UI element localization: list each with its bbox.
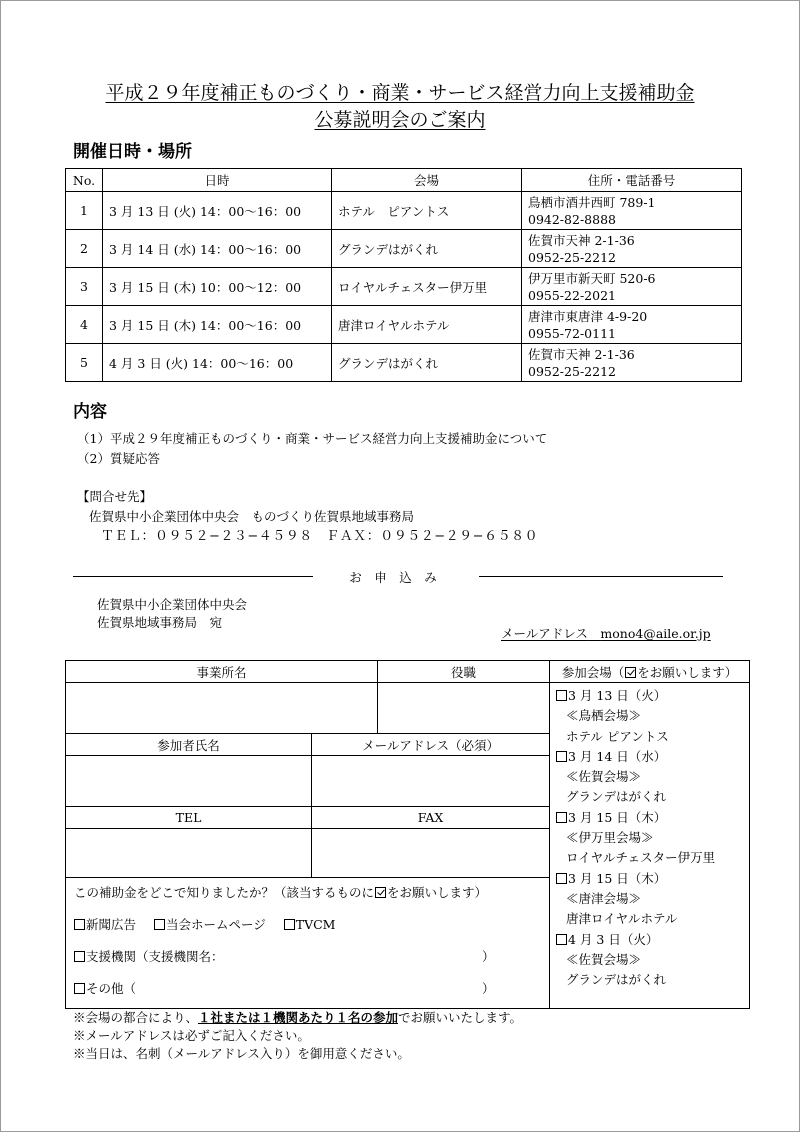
option-other-close: ） — [482, 981, 495, 996]
header-venue: 会場 — [332, 169, 522, 192]
referral-question-area — [66, 878, 550, 1009]
application-divider-label: お 申 込 み — [349, 570, 437, 585]
checkbox-icon[interactable] — [556, 751, 567, 762]
option-support-org-close: ） — [482, 949, 495, 964]
email-required-label: メールアドレス（必須） — [312, 734, 550, 756]
recipient-line-2: 佐賀県地域事務局 宛 — [97, 615, 223, 630]
row-address: 佐賀市天神 2-1-36 — [528, 232, 635, 248]
title-line-2: 公募説明会のご案内 — [314, 109, 486, 131]
checkbox-icon[interactable] — [284, 919, 295, 930]
row-address-phone — [522, 230, 742, 268]
row-datetime: 3 月 15 日 (木) 14：00〜16：00 — [103, 306, 332, 344]
participant-name-label: 参加者氏名 — [66, 734, 312, 756]
venue-date: 3 月 15 日（木） — [568, 809, 667, 825]
header-address-phone: 住所・電話番号 — [522, 169, 742, 192]
checkmark-icon — [625, 667, 636, 678]
row-no: 2 — [66, 230, 103, 268]
checkbox-icon[interactable] — [74, 983, 85, 994]
venue-area: ≪佐賀会場≫ — [566, 951, 642, 967]
venue-date: 3 月 13 日（火） — [568, 688, 667, 703]
row-no: 3 — [66, 268, 103, 306]
note-1-post: でお願いいたします。 — [398, 1010, 523, 1025]
fax-field[interactable] — [312, 829, 550, 878]
note-1-emphasis: １社または１機関あたり１名の参加 — [198, 1010, 399, 1025]
row-datetime: 3 月 15 日 (木) 10：00〜12：00 — [103, 268, 332, 306]
content-heading: 内容 — [73, 402, 107, 422]
note-2: ※メールアドレスは必ずご記入ください。 — [73, 1028, 310, 1043]
row-address: 唐津市東唐津 4-9-20 — [528, 308, 648, 324]
row-address: 佐賀市天神 2-1-36 — [528, 346, 635, 362]
header-datetime: 日時 — [103, 169, 332, 192]
venue-header-post: をお願いします） — [637, 664, 738, 680]
option-newspaper-label: 新聞広告 — [86, 917, 137, 932]
referral-options-row — [74, 916, 541, 934]
row-datetime: 3 月 13 日 (火) 14：00〜16：00 — [103, 192, 332, 230]
option-homepage-label: 当会ホームページ — [166, 917, 266, 932]
row-phone: 0955-22-2021 — [528, 287, 616, 303]
note-1 — [73, 1008, 522, 1026]
table-row — [66, 230, 742, 268]
venue-area: ≪鳥栖会場≫ — [566, 708, 642, 724]
title-line-1: 平成２９年度補正ものづくり・商業・サービス経営力向上支援補助金 — [105, 82, 695, 104]
venue-area: ≪伊万里会場≫ — [566, 830, 654, 846]
venue-hotel: ロイヤルチェスター伊万里 — [566, 850, 716, 866]
venue-area: ≪唐津会場≫ — [566, 890, 642, 906]
application-form — [65, 660, 750, 1009]
option-homepage[interactable] — [154, 917, 266, 932]
venue-hotel: 唐津ロイヤルホテル — [566, 911, 678, 927]
checkbox-icon[interactable] — [74, 951, 85, 962]
referral-question-post: をお願いします） — [387, 885, 488, 900]
checkbox-icon[interactable] — [556, 934, 567, 945]
option-newspaper[interactable] — [74, 917, 136, 932]
table-row — [66, 192, 742, 230]
office-name-label: 事業所名 — [66, 661, 378, 683]
checkmark-icon — [375, 887, 386, 898]
header-no: No. — [66, 169, 103, 192]
referral-question — [74, 884, 541, 902]
content-item-2: （2）質疑応答 — [77, 451, 160, 466]
row-address-phone — [522, 344, 742, 382]
email-address-line — [501, 624, 711, 642]
venue-option-imari[interactable] — [556, 808, 743, 828]
option-tvcm[interactable] — [284, 917, 336, 932]
venue-hotel: グランデはがくれ — [566, 789, 667, 805]
venue-option-saga-1[interactable] — [556, 747, 743, 767]
row-address-phone — [522, 192, 742, 230]
venue-area: ≪佐賀会場≫ — [566, 769, 642, 785]
contact-heading: 【問合せ先】 — [77, 489, 153, 504]
row-datetime: 4 月 3 日 (火) 14：00〜16：00 — [103, 344, 332, 382]
office-name-field[interactable] — [66, 683, 378, 734]
row-phone: 0952-25-2212 — [528, 249, 616, 265]
recipient-line-1: 佐賀県中小企業団体中央会 — [97, 597, 248, 612]
email-label: メールアドレス — [501, 626, 588, 641]
participant-name-field[interactable] — [66, 756, 312, 807]
venue-selection — [550, 683, 750, 1009]
venue-option-saga-2[interactable] — [556, 930, 743, 950]
tel-label: TEL — [66, 807, 312, 829]
venue-header-pre: 参加会場（ — [561, 664, 625, 680]
contact-phone-fax: ＴＥＬ：０９５２−２３−４５９８ ＦＡＸ：０９５２−２９−６５８０ — [101, 529, 539, 544]
contact-org: 佐賀県中小企業団体中央会 ものづくり佐賀県地域事務局 — [89, 509, 415, 524]
venue-date: 3 月 15 日（木） — [568, 870, 667, 886]
row-address-phone — [522, 306, 742, 344]
venue-option-tosu[interactable] — [556, 686, 743, 706]
content-item-1: （1）平成２９年度補正ものづくり・商業・サービス経営力向上支援補助金について — [77, 431, 548, 446]
row-datetime: 3 月 14 日 (水) 14：00〜16：00 — [103, 230, 332, 268]
checkbox-icon[interactable] — [154, 919, 165, 930]
schedule-header-row — [66, 169, 742, 192]
tel-field[interactable] — [66, 829, 312, 878]
fax-label: FAX — [312, 807, 550, 829]
divider-line-left — [73, 576, 313, 577]
row-venue: グランデはがくれ — [332, 344, 522, 382]
row-phone: 0942-82-8888 — [528, 211, 616, 227]
checkbox-icon[interactable] — [556, 873, 567, 884]
option-other[interactable] — [74, 980, 541, 998]
option-other-label: その他（ — [86, 981, 137, 996]
venue-hotel: グランデはがくれ — [566, 972, 667, 988]
row-no: 1 — [66, 192, 103, 230]
row-no: 5 — [66, 344, 103, 382]
option-tvcm-label: TVCM — [295, 917, 336, 932]
venue-date: 4 月 3 日（火） — [568, 931, 659, 947]
table-row — [66, 268, 742, 306]
row-venue: ホテル ピアントス — [332, 192, 522, 230]
option-support-org-label: 支援機関（支援機関名： — [86, 949, 224, 964]
venue-option-karatsu[interactable] — [556, 869, 743, 889]
venue-hotel: ホテル ピアントス — [566, 728, 669, 744]
schedule-heading: 開催日時・場所 — [73, 142, 192, 162]
option-support-org[interactable] — [74, 948, 541, 966]
checkbox-icon[interactable] — [556, 690, 567, 701]
schedule-table — [65, 168, 742, 382]
row-phone: 0952-25-2212 — [528, 363, 616, 379]
table-row — [66, 306, 742, 344]
row-venue: 唐津ロイヤルホテル — [332, 306, 522, 344]
checkbox-icon[interactable] — [556, 812, 567, 823]
venue-header — [550, 661, 750, 683]
row-address: 伊万里市新天町 520-6 — [528, 270, 656, 286]
row-address: 鳥栖市酒井西町 789-1 — [528, 194, 656, 210]
divider-line-right — [479, 576, 723, 577]
email-field[interactable] — [312, 756, 550, 807]
referral-question-pre: この補助金をどこで知りましたか？（該当するものに — [74, 885, 375, 900]
note-1-pre: ※会場の都合により、 — [73, 1010, 199, 1025]
venue-date: 3 月 14 日（水） — [568, 748, 667, 764]
note-3: ※当日は、名刺（メールアドレス入り）を御用意ください。 — [73, 1046, 410, 1061]
checkbox-icon[interactable] — [74, 919, 85, 930]
position-field[interactable] — [378, 683, 550, 734]
row-venue: グランデはがくれ — [332, 230, 522, 268]
position-label: 役職 — [378, 661, 550, 683]
row-phone: 0955-72-0111 — [528, 325, 616, 341]
row-address-phone — [522, 268, 742, 306]
email-address: mono4@aile.or.jp — [600, 626, 711, 641]
row-no: 4 — [66, 306, 103, 344]
row-venue: ロイヤルチェスター伊万里 — [332, 268, 522, 306]
table-row — [66, 344, 742, 382]
